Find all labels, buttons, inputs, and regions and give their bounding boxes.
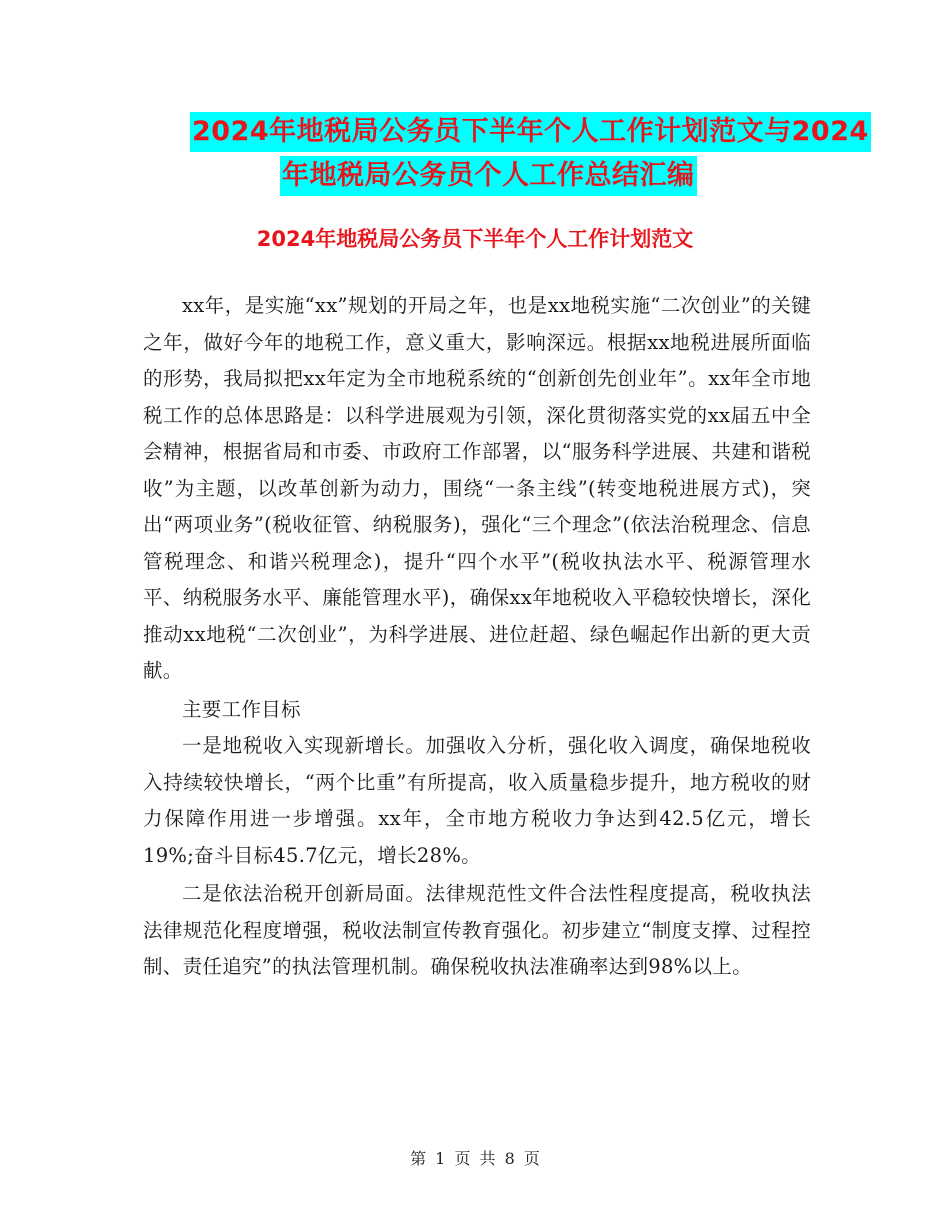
document-title-line-2: 年地税局公务员个人工作总结汇编 <box>280 156 697 196</box>
paragraph-goals-heading: 主要工作目标 <box>182 697 301 721</box>
page-footer: 第 1 页 共 8 页 <box>410 1149 540 1168</box>
paragraph-goal-2: 二是依法治税开创新局面。法律规范性文件合法性程度提高，税收执法法律规范化程度增强，税收法制宣传教育强化。初步建立“制度支撑、过程控制、责任追究”的执法管理机制。确保税收执法准确率达到98%以上。 <box>143 882 811 978</box>
paragraph-intro: xx年，是实施“xx”规划的开局之年，也是xx地税实施“二次创业”的关键之年，做好今年的地税工作，意义重大，影响深远。根据xx地税进展所面临的形势，我局拟把xx年定为全市地税系统的“创新创先创业年”。xx年全市地税工作的总体思路是：以科学进展观为引领，深化贯彻落实党的xx届五中全会精神，根据省局和市委、市政府工作部署，以“服务科学进展、共建和谐税收”为主题，以改革创新为动力，围绕“一条主线”(转变地税进展方式)，突出“两项业务”(税收征管、纳税服务)，强化“三个理念”(依法治税理念、信息管税理念、和谐兴税理念)，提升“四个水平”(税收执法水平、税源管理水平、纳税服务水平、廉能管理水平)，确保xx年地税收入平稳较快增长，深化推动xx地税“二次创业”，为科学进展、进位赶超、绿色崛起作出新的更大贡献。 <box>143 294 811 682</box>
paragraph-goal-1: 一是地税收入实现新增长。加强收入分析，强化收入调度，确保地税收入持续较快增长，“两个比重”有所提高，收入质量稳步提升，地方税收的财力保障作用进一步增强。xx年，全市地方税收力争达到42.5亿元，增长19%;奋斗目标45.7亿元，增长28%。 <box>143 734 811 867</box>
document-body <box>143 288 811 986</box>
section-heading: 2024年地税局公务员下半年个人工作计划范文 <box>256 227 694 251</box>
document-title-line-1: 2024年地税局公务员下半年个人工作计划范文与2024 <box>190 112 871 152</box>
